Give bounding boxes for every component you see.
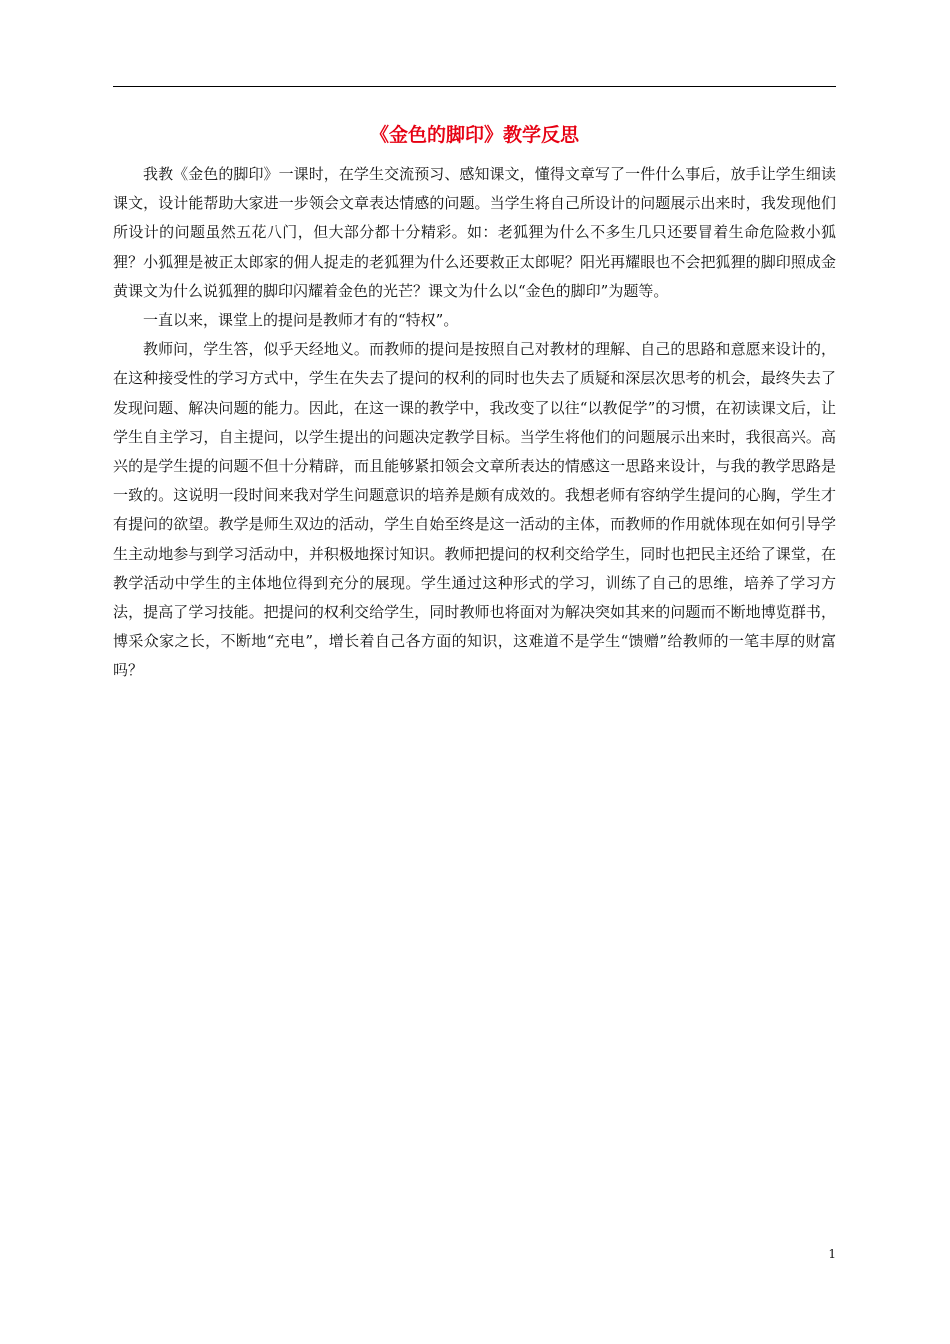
paragraph-2: 一直以来，课堂上的提问是教师才有的“特权”。 bbox=[143, 311, 459, 330]
document-title: 《金色的脚印》教学反思 bbox=[369, 124, 579, 146]
paragraph-3: 教师问，学生答，似乎天经地义。而教师的提问是按照自己对教材的理解、自己的思路和意愿来设计的，在这种接受性的学习方式中，学生在失去了提问的权利的同时也失去了质疑和深层次思考的机会，最终失去了发现问题、解决问题的能力。因此，在这一课的教学中，我改变了以往“以教促学”的习惯，在初读课文后，让学生自主学习，自主提问，以学生提出的问题决定教学目标。当学生将他们的问题展示出来时，我很高兴。高兴的是学生提的问题不但十分精辟，而且能够紧扣领会文章所表达的情感这一思路来设计，与我的教学思路是一致的。这说明一段时间来我对学生问题意识的培养是颇有成效的。我想老师有容纳学生提问的心胸，学生才有提问的欲望。教学是师生双边的活动，学生自始至终是这一活动的主体，而教师的作用就体现在如何引导学生主动地参与到学习活动中，并积极地探讨知识。教师把提问的权利交给学生，同时也把民主还给了课堂，在教学活动中学生的主体地位得到充分的展现。学生通过这种形式的学习，训练了自己的思维，培养了学习方法，提高了学习技能。把提问的权利交给学生，同时教师也将面对为解决突如其来的问题而不断地博览群书，博采众家之长，不断地“充电”，增长着自己各方面的知识，这难道不是学生“馈赠”给教师的一笔丰厚的财富吗？ bbox=[113, 340, 836, 680]
page-number: 1 bbox=[828, 1247, 836, 1261]
document-body bbox=[113, 160, 836, 686]
header-rule bbox=[113, 86, 836, 87]
paragraph-1: 我教《金色的脚印》一课时，在学生交流预习、感知课文，懂得文章写了一件什么事后，放手让学生细读课文，设计能帮助大家进一步领会文章表达情感的问题。当学生将自己所设计的问题展示出来时，我发现他们所设计的问题虽然五花八门，但大部分都十分精彩。如：老狐狸为什么不多生几只还要冒着生命危险救小狐狸？小狐狸是被正太郎家的佣人捉走的老狐狸为什么还要救正太郎呢？阳光再耀眼也不会把狐狸的脚印照成金黄课文为什么说狐狸的脚印闪耀着金色的光芒？课文为什么以“金色的脚印”为题等。 bbox=[113, 165, 836, 300]
